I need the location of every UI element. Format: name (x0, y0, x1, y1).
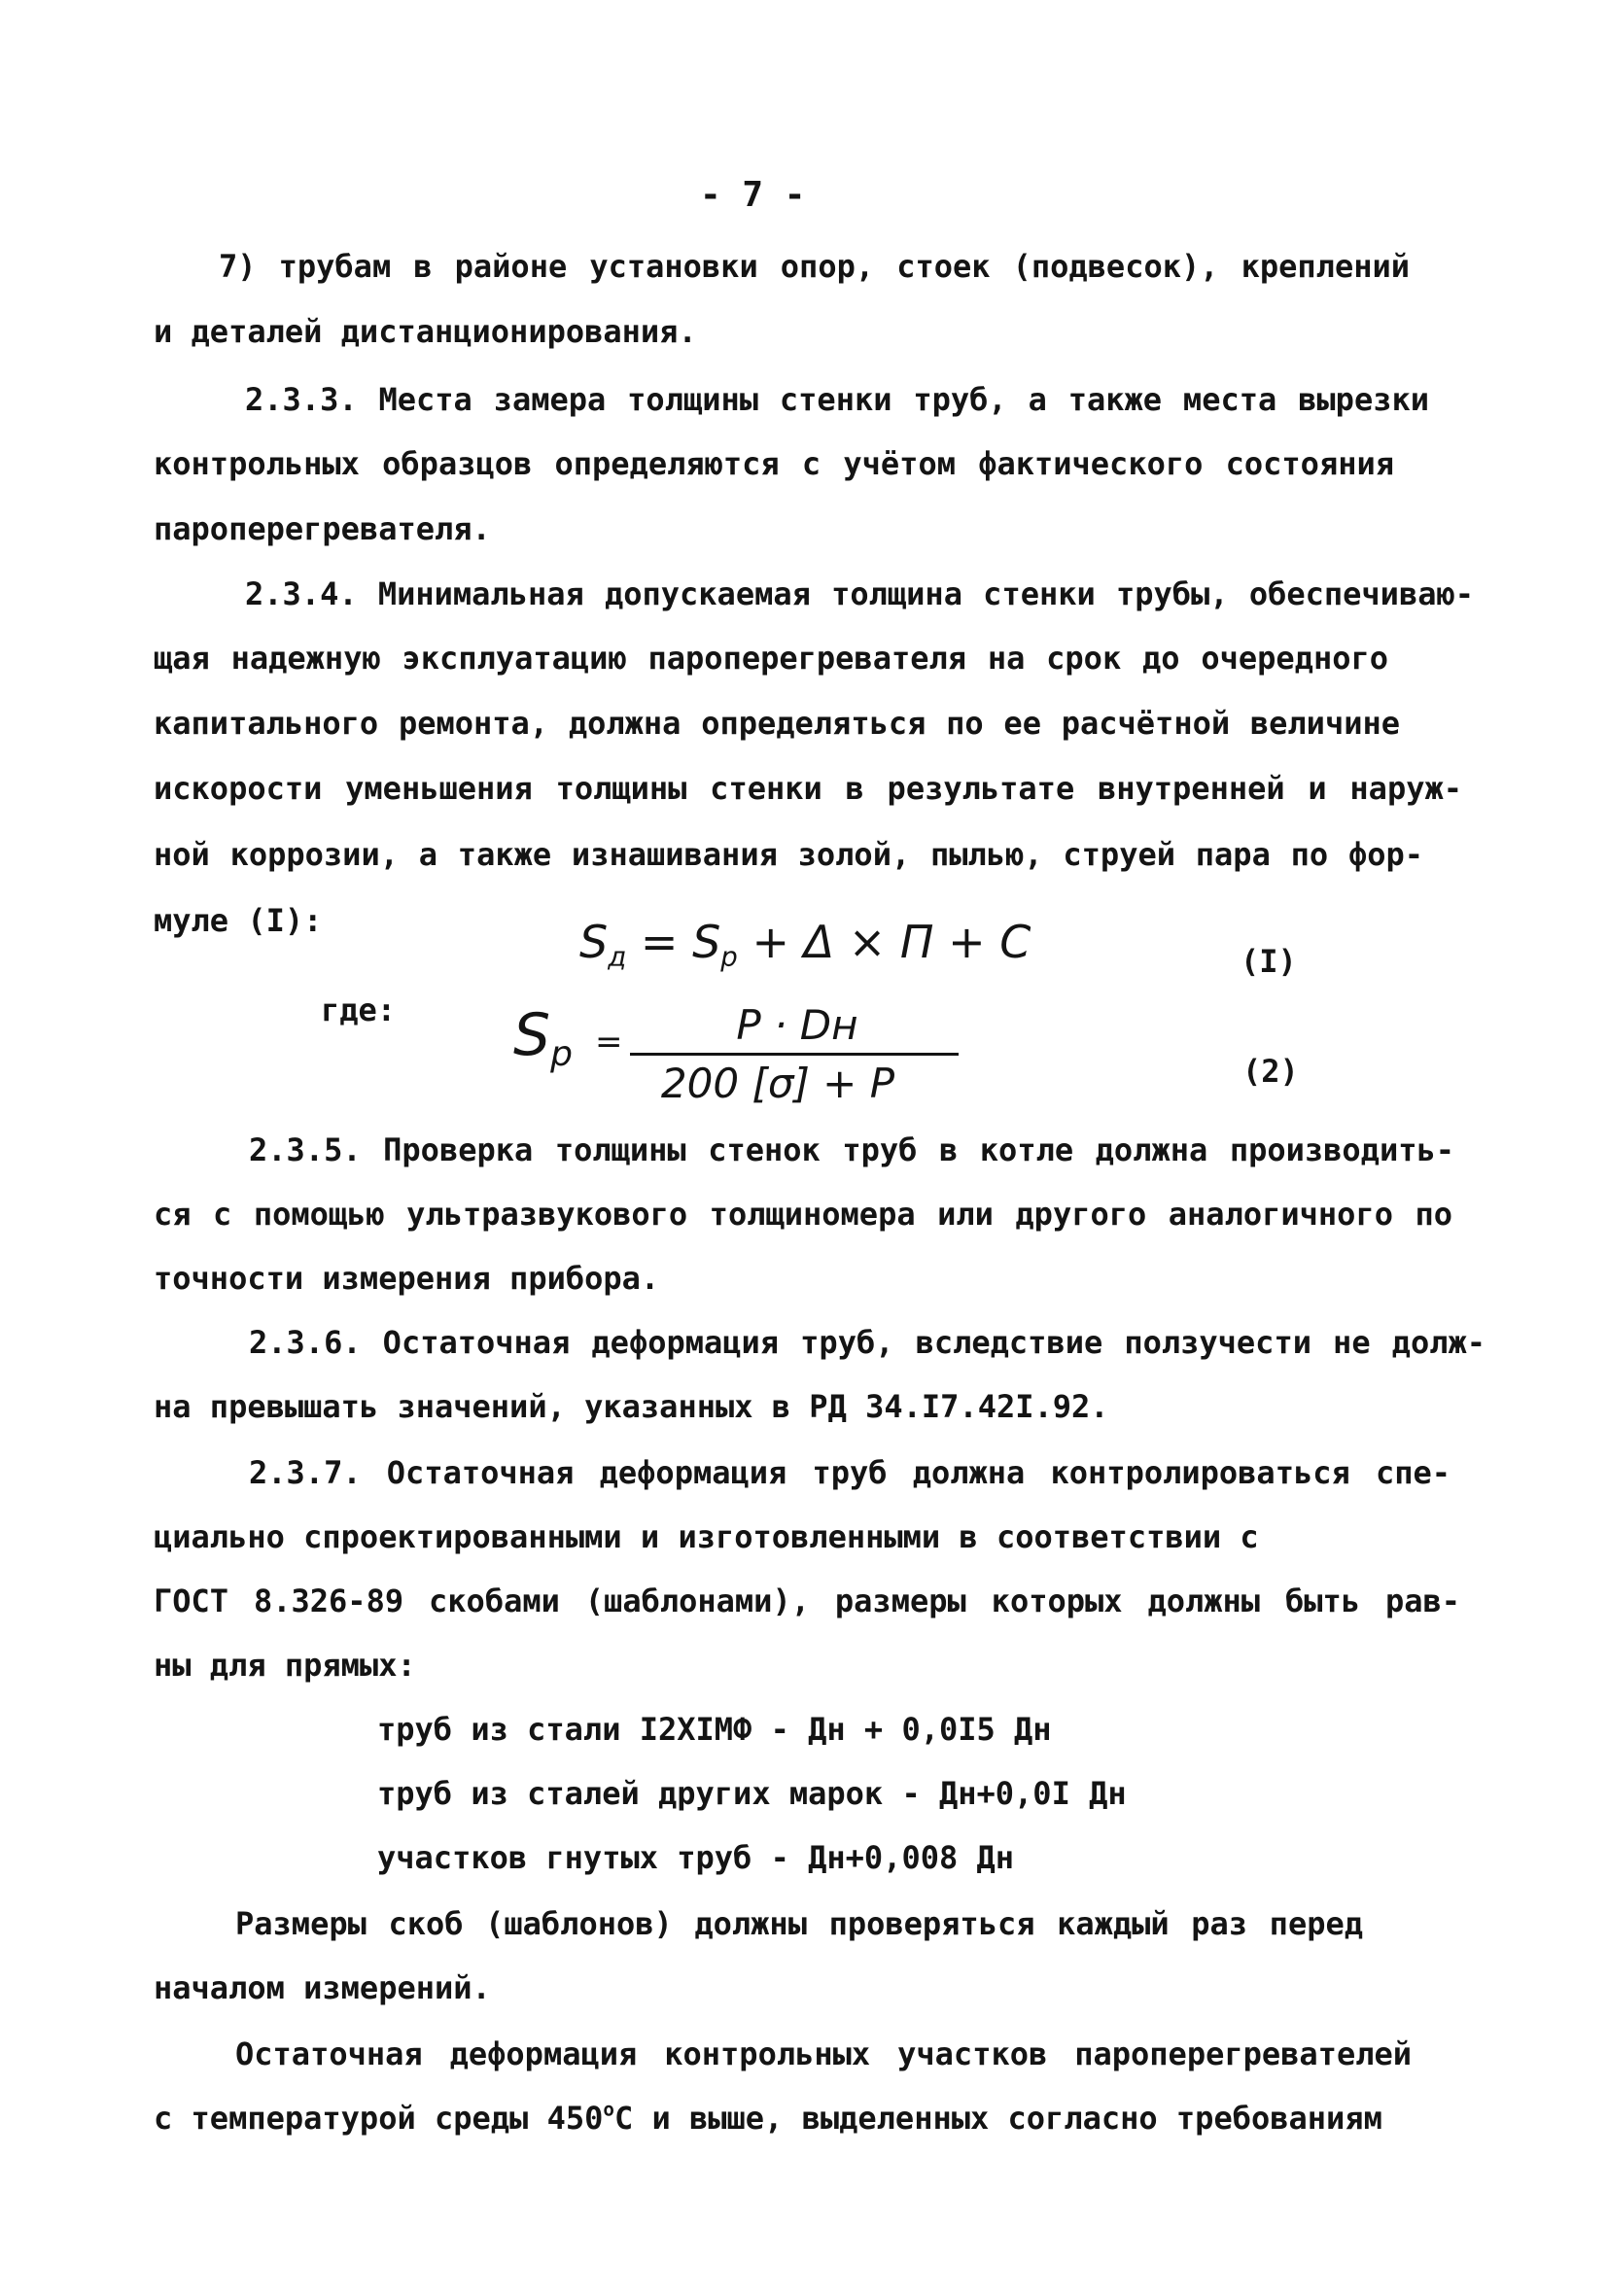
formula-1-s: S (692, 916, 721, 968)
degree-sign: о (603, 2098, 614, 2121)
formula-2-numerator: Р · Dн (736, 1001, 858, 1049)
formula-1-number: (I) (1241, 943, 1297, 980)
paragraph-2-3-4-line-6: муле (I): (154, 902, 323, 939)
paragraph-2-3-6-line-1: 2.3.6. Остаточная деформация труб, вследствие ползучести не долж- (249, 1324, 1486, 1361)
paragraph-2-3-3-line-2: контрольных образцов определяются с учётом фактического состояния (154, 445, 1394, 482)
formula-1-eq: = (640, 916, 679, 968)
list-item-7-line-1: 7) трубам в районе установки опор, стоек (подвесок), креплений (219, 248, 1410, 285)
paragraph-2-3-7-line-4: ны для прямых: (154, 1647, 416, 1684)
paragraph-2-3-3-line-1: 2.3.3. Места замера толщины стенки труб, а также места вырезки (245, 381, 1429, 418)
paragraph-2-3-3-line-3: пароперегревателя. (154, 510, 491, 547)
formula-2-lhs-s: S (513, 1001, 551, 1069)
paragraph-2-3-5-line-1: 2.3.5. Проверка толщины стенок труб в котле должна производить- (249, 1131, 1454, 1168)
size-item: труб из сталей других марок - Дн+0,0I Дн (377, 1775, 1127, 1812)
check-note-line-2: началом измерений. (154, 1969, 491, 2006)
formula-2-denominator: 200 [σ] + Р (660, 1060, 895, 1107)
paragraph-2-3-4-line-1: 2.3.4. Минимальная допускаемая толщина стенки трубы, обеспечиваю- (245, 575, 1474, 612)
size-item: труб из стали I2ХIМФ - Дн + 0,0I5 Дн (377, 1711, 1052, 1748)
formula-1 (579, 916, 1031, 972)
formula-1-lhs-sub: д (608, 940, 627, 973)
final-line-2-text: с температурой среды 450 (154, 2100, 604, 2137)
final-paragraph-line-1: Остаточная деформация контрольных участков пароперегревателей (235, 2035, 1412, 2072)
where-label: где: (321, 991, 397, 1028)
formula-2-fraction-bar (630, 1053, 959, 1056)
final-paragraph-line-2 (154, 2100, 1382, 2137)
page-number: - 7 - (700, 175, 806, 215)
check-note-line-1: Размеры скоб (шаблонов) должны проверяться каждый раз перед (235, 1905, 1363, 1942)
paragraph-2-3-7-line-1: 2.3.7. Остаточная деформация труб должна контролироваться спе- (249, 1454, 1451, 1491)
paragraph-2-3-4-line-3: капитального ремонта, должна определяться по ее расчётной величине (154, 705, 1400, 742)
formula-1-s-sub: р (720, 940, 738, 973)
paragraph-2-3-5-line-3: точности измерения прибора. (154, 1260, 660, 1297)
paragraph-2-3-4-line-5: ной коррозии, а также изнашивания золой, пылью, струей пара по фор- (154, 836, 1423, 873)
formula-1-lhs: S (579, 916, 609, 968)
formula-2-lhs-sub: р (550, 1033, 573, 1074)
list-item-7-line-2: и деталей дистанционирования. (154, 313, 697, 350)
formula-2-number: (2) (1242, 1053, 1299, 1090)
formula-1-rest: + Δ × П + С (752, 916, 1031, 968)
final-line-2-rest: С и выше, выделенных согласно требованиям (613, 2100, 1382, 2137)
paragraph-2-3-4-line-2: щая надежную эксплуатацию пароперегревателя на срок до очередного (154, 640, 1388, 677)
paragraph-2-3-7-line-3: ГОСТ 8.326-89 скобами (шаблонами), размеры которых должны быть рав- (154, 1583, 1460, 1619)
formula-2-lhs (513, 1001, 573, 1074)
paragraph-2-3-7-line-2: циально спроектированными и изготовленными в соответствии с (154, 1518, 1259, 1555)
paragraph-2-3-4-line-4: искорости уменьшения толщины стенки в результате внутренней и наруж- (154, 770, 1462, 807)
size-item: участков гнутых труб - Дн+0,008 Дн (377, 1839, 1015, 1876)
formula-2-eq: = (595, 1023, 623, 1061)
paragraph-2-3-5-line-2: ся с помощью ультразвукового толщиномера или другого аналогичного по (154, 1196, 1452, 1233)
paragraph-2-3-6-line-2: на превышать значений, указанных в РД 34.I7.42I.92. (154, 1388, 1109, 1425)
